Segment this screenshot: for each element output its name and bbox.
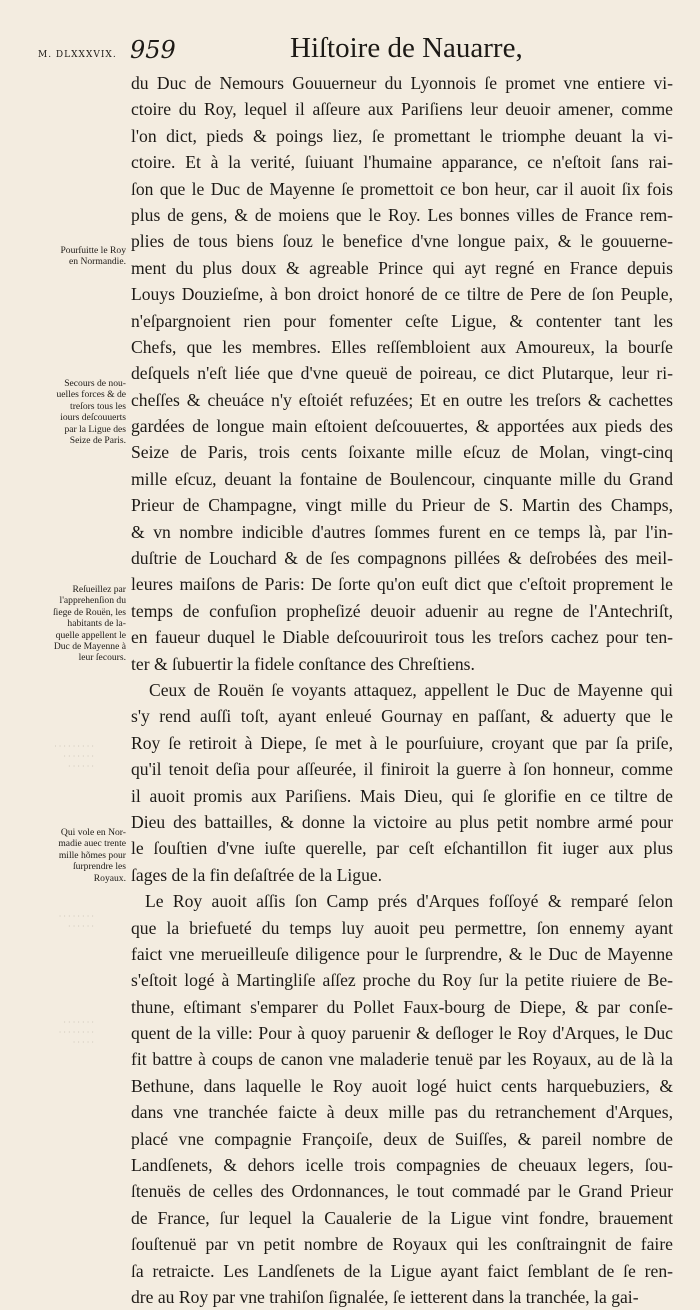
text-line: en faueur duquel le Diable deſcouuriroit tous les treſors cachez pour ten- — [131, 627, 673, 648]
text-line: deſquels n'eſt liée que d'vne queuë de poireau, ce dict Plutarque, leur ri- — [131, 363, 673, 384]
text-line: Ceux de Rouën ſe voyants attaquez, appellent le Duc de Mayenne qui — [149, 679, 673, 700]
text-line: ment du plus doux & agreable Prince qui ayt regné en France depuis — [131, 257, 673, 278]
bleed-through-mark: · · · · · · · · · · · · · · · · · · · · · · — [54, 742, 94, 771]
margin-note-line: Qui vole en Nor- — [60, 827, 126, 838]
main-text-column — [131, 70, 673, 1310]
text-line: ctoire. Et à la verité, ſuiuant l'humaine apparance, ce n'eſtoit ſans rai- — [131, 152, 673, 173]
text-line: de France, ſur lequel la Caualerie de la Ligue vint fondre, brauement — [131, 1207, 673, 1228]
text-line: Louys Douzieſme, à bon droict honoré de ce tiltre de Pere de ſon Peuple, — [131, 284, 673, 305]
text-line: ſouſtenuë par vn petit nombre de Royaux qui les conſtraingnit de faire — [131, 1234, 673, 1255]
margin-note-line: en Normandie. — [68, 256, 126, 268]
text-line: temps de confuſion propheſizé deuoir aduenir au regne de l'Antechriſt, — [131, 600, 673, 621]
text-line: ſa retraicte. Les Landſenets de la Ligue ayant faict ſemblant de ſe ren- — [131, 1260, 673, 1281]
margin-note-line: par la Ligue des — [64, 423, 126, 435]
margin-note-line: mille hõmes pour — [58, 849, 126, 861]
text-line: Bethune, dans laquelle le Roy auoit logé huict cents harquebuziers, & — [131, 1075, 673, 1096]
text-line: plus de gens, & de moiens que le Roy. Les bonnes villes de France rem- — [131, 204, 673, 225]
text-line: ſages de la fin deſaſtrée de la Ligue. — [131, 864, 383, 885]
text-line: ſtenuës de celles des Ordonnances, le tout commadé par le Grand Prieur — [131, 1181, 673, 1202]
margin-note — [22, 584, 126, 664]
year-marker: M. DLXXXVIX. — [38, 50, 117, 60]
margin-note-line: Pourſuitte le Roy — [60, 245, 126, 256]
text-line: plies de tous biens ſouz le benefice d'vne longue paix, & le gouuerne- — [131, 231, 673, 252]
margin-note-line: habitants de la- — [67, 618, 126, 630]
text-line: Landſenets, & dehors icelle trois compagnies de cheuaux legers, ſou- — [131, 1155, 673, 1176]
text-line: ctoire du Roy, lequel il aſſeure aux Pariſiens leur deuoir amener, comme — [131, 99, 673, 120]
text-line: s'eſtoit logé à Martingliſe aſſez proche du Roy ſur la petite riuiere de Be- — [131, 970, 673, 991]
text-line: dre au Roy par vne trahiſon ſignalée, ſe ietterent dans la tranchée, la gai- — [131, 1286, 639, 1307]
margin-note-line: Reſueillez par — [72, 584, 126, 595]
text-line: ter & ſubuertir la fidele conſtance des Chreſtiens. — [131, 653, 475, 674]
margin-note-line: madie auec trente — [58, 838, 126, 850]
text-line: qu'il tenoit deſia pour aſſeurée, il finiroit la guerre à ſon honneur, comme — [131, 759, 673, 780]
text-line: que la briefueté du temps luy auoit peu permettre, ſon ennemy ayant — [131, 917, 673, 938]
text-line: Prieur de Champagne, vingt mille du Prieur de S. Martin des Champs, — [131, 495, 673, 516]
text-line: Seize de Paris, trois cents ſoixante mille eſcuz de Molan, vingt-cinq — [131, 442, 673, 463]
margin-note-line: iours deſcouuerts — [60, 412, 126, 424]
margin-note-line: treſors tous les — [70, 400, 126, 412]
margin-note-line: Duc de Mayenne à — [53, 641, 126, 653]
margin-note-line: l'apprehenſion du — [59, 595, 126, 607]
text-line: le ſouſtien d'vne iuſte querelle, par ceſt eſchantillon fit iuger aux plus — [131, 838, 673, 859]
running-header — [0, 28, 700, 68]
text-line: mille eſcuz, deuant la fontaine de Boulencour, cinquante mille du Grand — [131, 468, 673, 489]
bleed-through-mark: · · · · · · · · · · · · · · — [58, 912, 94, 931]
margin-note-line: uelles forces & de — [56, 389, 126, 401]
margin-note-line: ſurprendre les — [72, 861, 126, 873]
text-line: Le Roy auoit aſſis ſon Camp prés d'Arques foſſoyé & remparé ſelon — [145, 891, 673, 912]
text-line: il auoit promis aux Pariſiens. Mais Dieu, qui ſe glorifie en ce tiltre de — [131, 785, 673, 806]
margin-note-line: Seize de Paris. — [69, 435, 126, 447]
margin-note-line: ſiege de Rouën, les — [53, 606, 126, 618]
margin-note — [22, 827, 126, 884]
text-line: duſtrie de Louchard & de ſes compagnons pillées & deſrobées des meil- — [131, 548, 673, 569]
text-line: s'y rend auſſi toſt, ayant enleué Gournay en paſſant, & aduerty que le — [131, 706, 673, 727]
margin-note — [22, 245, 126, 268]
margin-note — [22, 378, 126, 446]
text-line: du Duc de Nemours Gouuerneur du Lyonnois ſe promet vne entiere vi- — [131, 73, 673, 93]
page-number: 959 — [130, 36, 176, 64]
text-line: gardées de longue main eſtoient deſcouuertes, & apportées aux pieds des — [131, 416, 673, 437]
text-line: faict vne merueilleuſe diligence pour le ſurprendre, & le Duc de Mayenne — [131, 943, 673, 964]
bleed-through-mark: · · · · · · · · · · · · · · · · · · · · — [58, 1018, 94, 1047]
text-line: dans vne tranchée faicte à deux mille pas du retranchement d'Arques, — [131, 1102, 673, 1123]
text-line: & vn nombre indicible d'autres ſommes furent en ce temps là, par l'in- — [131, 521, 673, 542]
text-line: placé vne compagnie Françoiſe, deux de Suiſſes, & pareil nombre de — [131, 1128, 673, 1149]
margin-note-line: quelle appellent le — [55, 629, 126, 641]
text-line: quent de la ville: Pour à quoy paruenir & deſloger le Roy d'Arques, le Duc — [131, 1023, 673, 1044]
text-line: n'eſpargnoient rien pour fomenter ceſte Ligue, & contenter tant les — [131, 310, 673, 331]
text-line: Chefs, que les membres. Elles reſſembloient aux Amoureux, la bourſe — [131, 336, 673, 357]
text-line: Dieu des battailles, & donne la victoire au plus petit nombre armé pour — [131, 811, 673, 832]
text-line: ſon que le Duc de Mayenne ſe promettoit ce bon heur, car il auoit ſix fois — [131, 178, 673, 199]
text-line: cheſſes & cheuáce n'y eſtoiét refuzées; Et en outre les treſors & cachettes — [131, 389, 673, 410]
margin-note-line: leur ſecours. — [78, 652, 126, 664]
text-line: thune, eſtimant s'emparer du Pollet Faux-bourg de Diepe, & par conſe- — [131, 996, 673, 1017]
margin-note-line: Secours de nou- — [64, 378, 126, 389]
margin-note-line: Royaux. — [93, 872, 126, 884]
text-line: leures maiſons de Paris: De ſorte qu'on euſt dict que c'eſtoit proprement le — [131, 574, 673, 595]
text-line: Roy ſe retiroit à Diepe, ſe met à le pourſuiure, croyant que par ſa priſe, — [131, 732, 673, 753]
text-line: l'on dict, pieds & poings liez, ſe promettant le triomphe deuant la vi- — [131, 125, 673, 146]
running-title: Hiſtoire de Nauarre, — [290, 32, 523, 64]
text-line: fit battre à coups de canon vne maladerie tenuë par les Royaux, au de là la — [131, 1049, 673, 1070]
